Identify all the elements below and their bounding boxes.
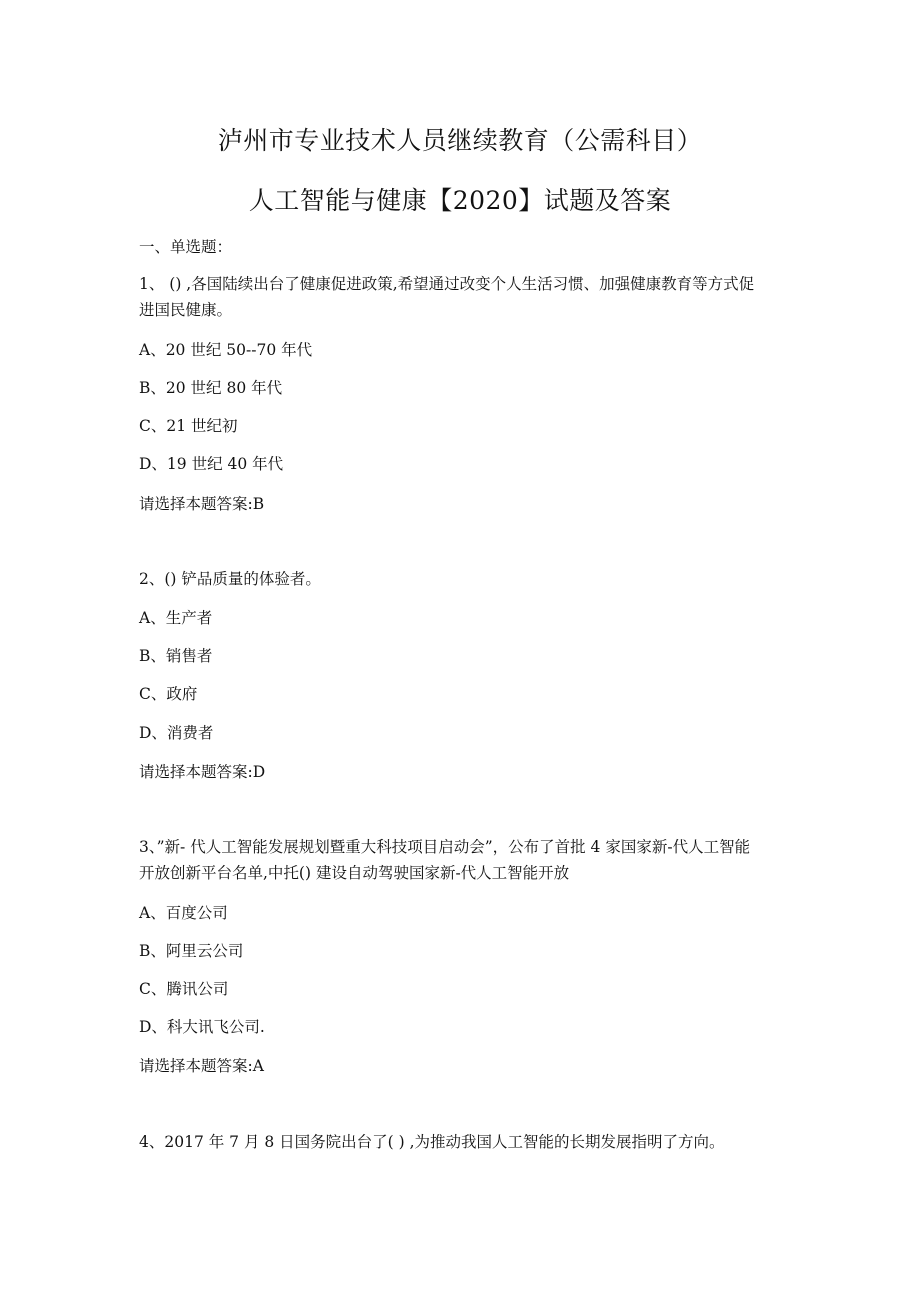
question-1-option-a: A、20 世纪 50--70 年代 xyxy=(139,341,313,359)
question-1-option-b: B、20 世纪 80 年代 xyxy=(139,379,283,397)
question-2-option-a: A、生产者 xyxy=(139,609,213,627)
question-3-option-d: D、科大讯飞公司. xyxy=(139,1018,265,1036)
question-1-stem-line2: 进国民健康。 xyxy=(139,301,233,319)
document-title-line2: 人工智能与健康【2020】试题及答案 xyxy=(248,186,672,215)
question-3-option-a: A、百度公司 xyxy=(139,904,228,922)
question-3-answer: 请选择本题答案:A xyxy=(139,1057,264,1075)
section-heading: 一、单选题： xyxy=(139,238,233,256)
question-2-option-d: D、消费者 xyxy=(139,724,214,742)
question-2-option-c: C、政府 xyxy=(139,685,198,703)
question-2-answer: 请选择本题答案:D xyxy=(139,763,266,781)
question-1-option-c: C、21 世纪初 xyxy=(139,417,238,435)
question-2-stem-line1: 2、() 铲品质量的体验者。 xyxy=(139,570,321,588)
question-1-option-d: D、19 世纪 40 年代 xyxy=(139,455,284,473)
question-3-option-b: B、阿里云公司 xyxy=(139,942,244,960)
question-1-answer: 请选择本题答案:B xyxy=(139,495,265,513)
question-3-stem-line1: 3、”新- 代人工智能发展规划暨重大科技项目启动会”，公布了首批 4 家国家新-代人工智能 xyxy=(139,838,751,856)
question-2-option-b: B、销售者 xyxy=(139,647,213,665)
question-4-stem-line1: 4、2017 年 7 月 8 日国务院出台了( ) ,为推动我国人工智能的长期发展指明了方向。 xyxy=(139,1133,725,1151)
question-3-stem-line2: 开放创新平台名单,中托() 建设自动驾驶国家新-代人工智能开放 xyxy=(139,864,570,882)
question-1-stem-line1: 1、 () ,各国陆续出台了健康促进政策,希望通过改变个人生活习惯、加强健康教育等方式促 xyxy=(139,275,755,293)
document-title-line1: 泸州市专业技术人员继续教育（公需科目） xyxy=(217,126,703,155)
question-3-option-c: C、腾讯公司 xyxy=(139,980,229,998)
